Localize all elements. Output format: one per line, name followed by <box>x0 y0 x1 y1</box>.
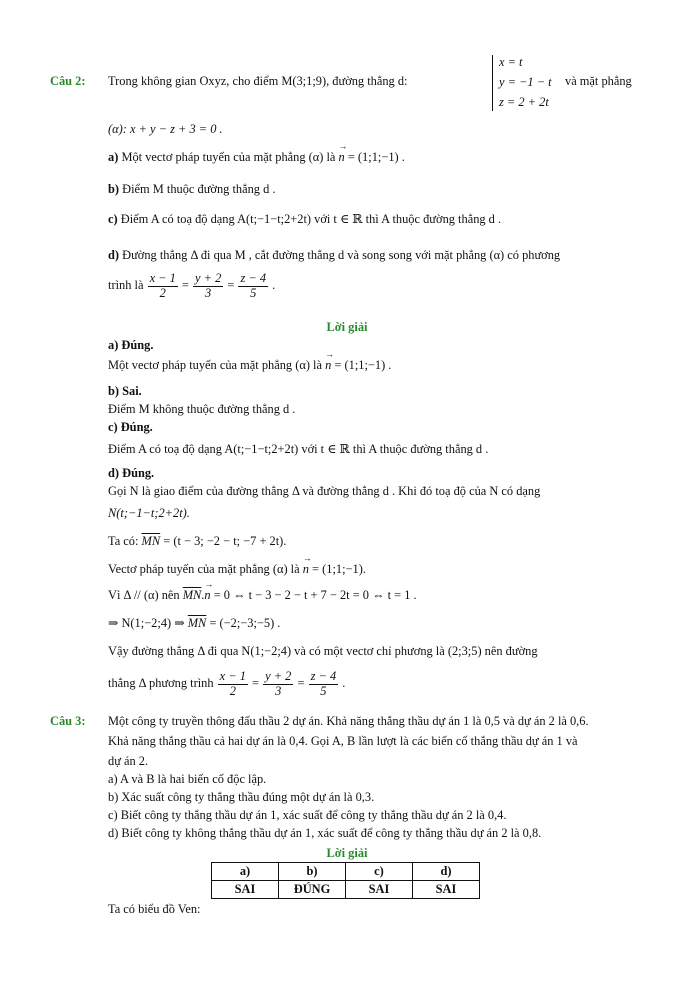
vector-mn: $\overline{MN}$ <box>187 616 207 630</box>
sol2-d-line8-text: thẳng Δ phương trình <box>108 675 214 690</box>
q3-statement-b: b) Xác suất công ty thắng thầu đúng một dự án là 0,3. <box>108 790 375 804</box>
q3-statement-d: d) Biết công ty không thắng thầu dự án 1, xác suất để công ty thắng thầu dự án 2 là 0,8. <box>108 826 542 840</box>
q3-statement-a: a) A và B là hai biến cố độc lập. <box>108 772 267 786</box>
sol2-d-head: d) Đúng. <box>108 466 155 480</box>
q2-a-text: Một vectơ pháp tuyến của mặt phẳng (α) là <box>121 150 336 164</box>
sol2-d-line1: Gọi N là giao điểm của đường thẳng Δ và đường thẳng d . Khi đó toạ độ của N có dạng <box>108 484 541 498</box>
system-eq-1: x = t <box>499 55 523 69</box>
q2-statement-a <box>108 150 405 166</box>
q2-a-label: a) <box>108 150 119 164</box>
q3-statement-c: c) Biết công ty thắng thầu dự án 1, xác suất để công ty thắng thầu dự án 2 là 0,4. <box>108 808 507 822</box>
sol2-d-line7: Vậy đường thẳng Δ đi qua N(1;−2;4) và có một vectơ chỉ phương là (2;3;5) nên đường <box>108 644 538 658</box>
sol2-a-text: Một vectơ pháp tuyến của mặt phẳng (α) là <box>108 358 322 372</box>
sol2-b-head: b) Sai. <box>108 384 142 398</box>
sol2-d-line6-val: = (−2;−3;−5) . <box>209 616 281 630</box>
dot-product: . <box>201 588 205 602</box>
answer-cell: SAI <box>413 881 480 899</box>
q2-line-system <box>490 53 552 113</box>
q2-d-label: d) <box>108 248 120 262</box>
q2-plane-equation: (α): x + y − z + 3 = 0 . <box>108 122 223 136</box>
vector-mn: $\overline{MN}$ <box>182 588 202 602</box>
sol2-c-head: c) Đúng. <box>108 420 153 434</box>
q3-p1: Một công ty truyền thông đấu thầu 2 dự án. Khả năng thắng thầu dự án 1 là 0,5 và dự án 2 là 0,6. <box>108 714 589 728</box>
answer-cell: SAI <box>346 881 413 899</box>
q2-b-label: b) <box>108 182 120 196</box>
fraction-z: $\frac{z - 4}{5}$ <box>310 669 337 698</box>
fraction-y: $\frac{y + 2}{3}$ <box>195 271 222 300</box>
sol2-d-line2: N(t;−1−t;2+2t). <box>108 506 190 520</box>
q2-c-label: c) <box>108 212 118 226</box>
q2-c-text: Điểm A có toạ độ dạng A(t;−1−t;2+2t) với t ∈ ℝ thì A thuộc đường thẳng d . <box>120 212 502 226</box>
sol2-b-line: Điểm M không thuộc đường thẳng d . <box>108 402 296 416</box>
q2-statement-c <box>108 212 501 228</box>
sol2-d-line5 <box>108 588 417 604</box>
sol2-d-line6-pre: ⇒ N(1;−2;4) ⇒ <box>108 616 185 630</box>
vector-mn: $\overline{MN}$ <box>141 534 161 548</box>
sol2-d-line4-val: = (1;1;−1). <box>312 562 366 576</box>
normal-vector: → n <box>303 562 309 578</box>
fraction-x: $\frac{x - 1}{2}$ <box>219 669 246 698</box>
normal-vector: → n <box>325 358 331 374</box>
q2-statement-b <box>108 182 275 198</box>
q2-intro: Trong không gian Oxyz, cho điểm M(3;1;9), đường thẳng d: <box>108 74 408 88</box>
question-3-label: Câu 3: <box>50 714 86 728</box>
system-eq-2: y = −1 − t <box>499 74 552 89</box>
q2-intro-end: và mặt phẳng <box>565 74 632 88</box>
q2-d-text: Đường thẳng Δ đi qua M , cắt đường thẳng d và song song với mặt phẳng (α) có phương <box>122 248 561 262</box>
answer-cell: ĐÚNG <box>279 881 346 899</box>
sol2-d-line4 <box>108 562 366 578</box>
answer-cell: SAI <box>212 881 279 899</box>
fraction-x: $\frac{x - 1}{2}$ <box>149 271 176 300</box>
header-cell: b) <box>279 863 346 881</box>
answer-table-header <box>212 863 480 881</box>
sol2-d-line8: thẳng Δ phương trình $\frac{x - 1}{2}$ = $\frac{y + 2}{3}$ = $\frac{z - 4}{5}$ . <box>108 669 346 698</box>
solution-2-title: Lời giải <box>326 320 368 334</box>
answer-table-row <box>212 881 480 899</box>
sol2-d-line3-pre: Ta có: <box>108 534 139 548</box>
sol2-a-value: = (1;1;−1) . <box>334 358 392 372</box>
sol2-d-line4-text: Vectơ pháp tuyến của mặt phẳng (α) là <box>108 562 300 576</box>
sol2-d-line6 <box>108 616 280 632</box>
sol2-d-line3-val: = (t − 3; −2 − t; −7 + 2t). <box>163 534 287 548</box>
q3-p3: dự án 2. <box>108 754 149 768</box>
sol2-c-line: Điểm A có toạ độ dạng A(t;−1−t;2+2t) với t ∈ ℝ thì A thuộc đường thẳng d . <box>108 442 489 456</box>
q2-statement-d <box>108 248 560 264</box>
question-2-label: Câu 2: <box>50 74 86 88</box>
header-cell: d) <box>413 863 480 881</box>
answer-table <box>211 862 480 899</box>
q2-a-value: = (1;1;−1) . <box>347 150 405 164</box>
fraction-y: $\frac{y + 2}{3}$ <box>265 669 292 698</box>
header-cell: a) <box>212 863 279 881</box>
header-cell: c) <box>346 863 413 881</box>
system-eq-3: z = 2 + 2t <box>499 94 549 109</box>
sol2-d-line5-val: = 0 ⇔ t − 3 − 2 − t + 7 − 2t = 0 ⇔ t = 1 . <box>213 588 417 602</box>
q3-p2: Khả năng thắng thầu cả hai dự án là 0,4. Gọi A, B lần lượt là các biến cố thắng thầu dự án 1 và <box>108 734 578 748</box>
venn-caption: Ta có biểu đồ Ven: <box>108 902 201 916</box>
q2-d-equation: trình là $\frac{x - 1}{2}$ = $\frac{y + 2}{3}$ = $\frac{z - 4}{5}$ . <box>108 271 276 300</box>
solution-3-title: Lời giải <box>326 846 368 860</box>
q2-d-text2: trình là <box>108 277 144 292</box>
fraction-z: $\frac{z - 4}{5}$ <box>240 271 267 300</box>
sol2-d-line3 <box>108 534 286 550</box>
q2-b-text: Điểm M thuộc đường thẳng d . <box>122 182 276 196</box>
sol2-a-line <box>108 358 391 374</box>
sol2-d-line5-pre: Vì Δ // (α) nên <box>108 588 180 602</box>
sol2-a-head: a) Đúng. <box>108 338 154 352</box>
normal-vector: → n <box>204 588 210 604</box>
normal-vector: → n <box>339 150 345 166</box>
